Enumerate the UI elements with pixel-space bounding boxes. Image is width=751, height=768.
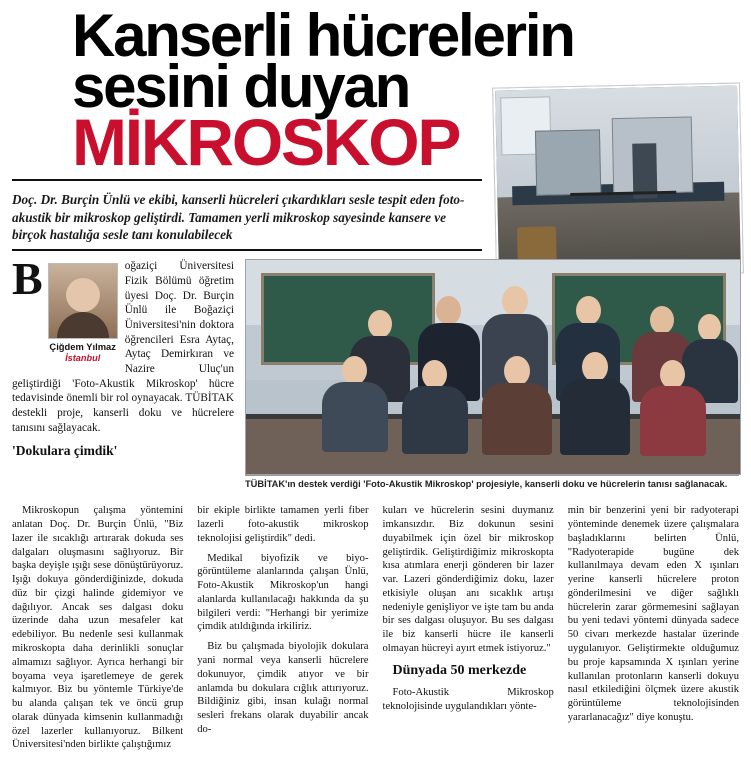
team-group-photo (245, 259, 741, 475)
headline-block (12, 2, 739, 180)
body-column-4 (568, 504, 739, 758)
intro-text: oğaziçi Üniversitesi Fizik Bölümü öğretim üyesi Doç. Dr. Burçin Ünlü ile Boğaziçi Üniversitesi'nin doktora öğrencileri Esra Aytaç, Aytaç Demirkıran ve Nazire Uluç'un geliştirdiği 'Foto-Akustik Mikroskop' hücre tedavisinde önemli bir rol oynayacak. TÜBİTAK destekli proje, kanserli doku ve hücrelere tanısını sağlayacak. (12, 260, 234, 434)
headline-line-2: sesini duyan (72, 53, 410, 121)
section-heading-dokulara: 'Dokulara çimdik' (12, 443, 118, 459)
mid-section (12, 253, 739, 494)
body-column-3 (383, 504, 554, 758)
person-body (482, 383, 552, 455)
paragraph: Medikal biyofizik ve biyo-görüntüleme alanlarında çalışan Ünlü, Foto-Akustik Mikroskop'un hangi alanlarda kullanılacağı hakkında da şu bilgileri verdi: "Herhangi bir yerimize çimdik atıldığında irkiliriz. (197, 552, 369, 633)
paragraph: min bir benzerini yeni bir radyoterapi yönteminde denemek üzere çalışmalara başladıklarını belirten Ünlü, "Radyoterapide bugüne dek kullanılmaya devam eden X ışınları yerine kanserli hücrelere proton gönderilmesini ve diğer sağlıklı hücrelerin zarar görmemesini sağlayan bu yeni tedavi yöntemi dünyada sadece 50 civarı merkezde hastalar üzerinde uygulanıyor. Geliştirmekte olduğumuz bu proje kapsamında X ışınları yerine kullanılan protonların kanserli dokuyu nasıl etkilediğini ölçmek üzere akustik görüntüleme teknolojisinden yararlanacağız" diye konuştu. (567, 505, 739, 723)
author-city: İstanbul (65, 352, 101, 363)
paragraph: Foto-Akustik Mikroskop teknolojisinde uygulandıkları yönte- (382, 686, 554, 712)
body-columns (12, 504, 739, 758)
person-body (322, 382, 388, 452)
section-heading-dunyada: Dünyada 50 merkezde (392, 662, 527, 678)
person-body (402, 386, 468, 454)
photo-caption: TÜBİTAK'ın destek verdiği 'Foto-Akustik Mikroskop' projesiyle, kanserli doku ve hücrelerin tanısı sağlanacak. (245, 475, 739, 489)
headline-line-1: Kanserli hücrelerin (72, 2, 574, 69)
body-column-1 (12, 504, 183, 758)
paragraph: Biz bu çalışmada biyolojik dokulara yani normal veya kanserli hücrelere dokunuyor, çimdik atıyor ve bir anlamda bu dokulara cığlık attırıyoruz. Bildiğiniz gibi, insan kulağı normal sesleri frekans olarak duyabilir ancak do- (197, 641, 369, 735)
person-body (560, 379, 630, 455)
intro-column (12, 253, 234, 463)
microscope-lab-photo (493, 83, 743, 277)
deck-rule-bottom (12, 249, 482, 251)
paragraph: bir ekiple birlikte tamamen yerli fiber lazerli foto-akustik mikroskop teknolojisi geliştirdik" dedi. (197, 505, 369, 544)
headline-line-3: MİKROSKOP (72, 105, 460, 180)
person-body (640, 386, 706, 456)
author-block (48, 263, 118, 364)
author-photo (48, 263, 118, 339)
photo-equipment-left (535, 129, 601, 195)
paragraph: Mikroskopun çalışma yöntemini anlatan Doç. Dr. Burçin Ünlü, "Biz lazer ile sıcaklığı artırarak dokuda ses dalgaları oluşmasını sağlıyoruz. Bir başka deyişle ışığı sese dönüştürüyoruz. Işığı dokuya gönderdiğinizde, dokuda düz bir çizgi halinde gidemiyor ve dağılıyor. Ancak ses dalgası doku üzerinde daha uzun mesafeler kat edebiliyor. Bu nedenle sesi kullanmak mikroskopta daha derinlikli sonuçlar almamızı sağlıyor. Ayrıca herhangi bir boyama veya işaretlemeye de gerek kalmıyor. Biz bu yöntemle Türkiye'de bu alanda çalışan tek ve öncü grup olarak dünyada kimsenin kullanmadığı özel lazerler kullanıyoruz. Bilkent Üniversitesi'nden birlikte çalıştığımız (12, 505, 184, 751)
deck-rule-top (12, 179, 482, 181)
body-column-2 (197, 504, 368, 758)
drop-cap: B (12, 253, 43, 305)
deck-text: Doç. Dr. Burçin Ünlü ve ekibi, kanserli hücreleri çıkardıkları sesle tespit eden foto-akustik bir mikroskop geliştirdi. Tamamen yerli mikroskop sayesinde kansere ve birçok hastalığa sesle tanı konulabilecek (12, 192, 465, 242)
paragraph: kuları ve hücrelerin sesini duymanız imkansızdır. Biz dokunun sesini duyabilmek için özel bir mikroskop geliştirdik. Geliştirdiğimiz mikroskopta kısa atımlara enerji gönderen bir lazer var. Lazeri gönderdiğimiz doku, lazer etkisiyle oluşan anı sıcaklık artışı nedeniyle genişliyor ve işte tam bu anda bir ses dalgası oluşuyor. Bu ses dalgası ile biz kanserli hücre ile kanserli olmayan hücreyi ayırt etmek istiyoruz." (382, 505, 554, 655)
author-name: Çiğdem Yılmaz (49, 341, 116, 353)
